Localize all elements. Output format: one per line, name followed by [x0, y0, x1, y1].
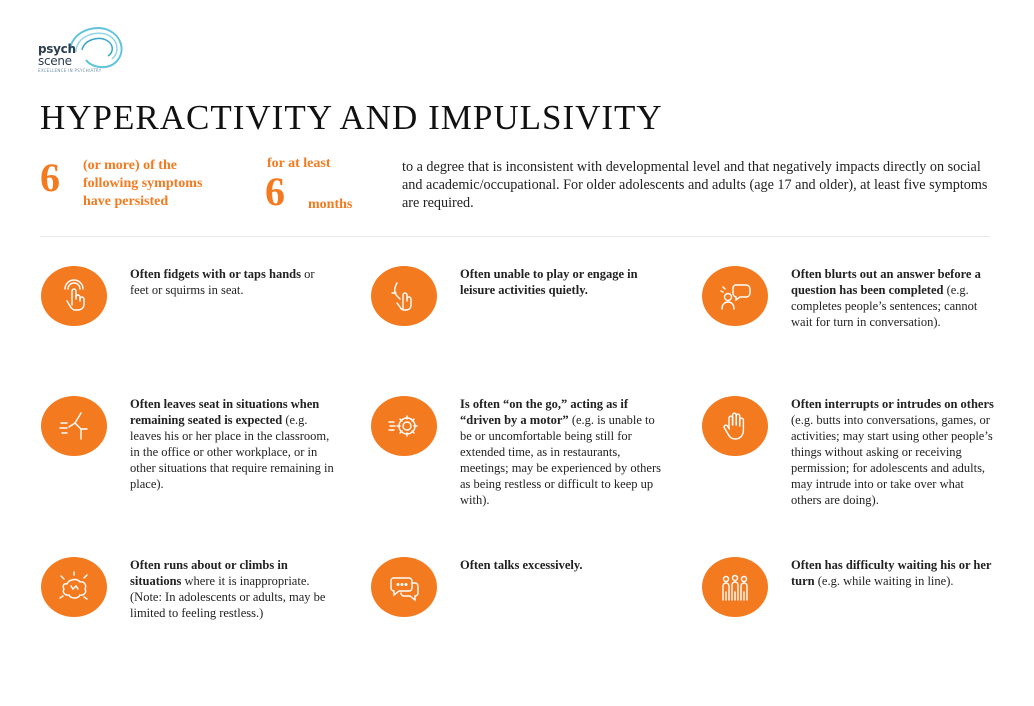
symptom-text [791, 266, 995, 330]
symptom-icon-circle [371, 557, 437, 617]
symptom-bold-text: Often talks excessively. [460, 558, 583, 572]
symptom-text [130, 557, 334, 621]
finger-tap-icon [57, 279, 91, 313]
symptom-bold-text: Often interrupts or intrudes on others [791, 397, 994, 411]
symptom-count-label [83, 157, 202, 211]
logo-text-scene: scene [38, 54, 72, 68]
symptom-bold-text: Often unable to play or engage in leisure activities quietly. [460, 267, 638, 297]
symptom-text [460, 557, 664, 573]
symptom-icon-circle [41, 396, 107, 456]
raised-hand-icon [718, 409, 752, 443]
duration-prefix: for at least [267, 156, 331, 171]
symptom-icon-circle [702, 266, 768, 326]
count-label-line: have persisted [83, 194, 169, 209]
count-label-line: (or more) of the [83, 158, 177, 173]
leaving-seat-icon [57, 409, 91, 443]
symptom-detail-text: (e.g. leaves his or her place in the classroom, in the office or other workplace, or in other situations that require remaining in place). [130, 413, 334, 491]
symptom-text [460, 266, 664, 298]
divider [40, 236, 990, 237]
symptom-detail-text: (e.g. is unable to be or uncomfortable being still for extended time, as in restaurants, meetings; may be experienced by others as being restless or difficult to keep up with). [460, 413, 661, 507]
symptom-text [791, 557, 995, 589]
symptom-text [791, 396, 995, 508]
speech-bubble-person-icon [718, 279, 752, 313]
symptom-icon-circle [371, 266, 437, 326]
symptom-icon-circle [702, 396, 768, 456]
symptom-text [460, 396, 664, 508]
symptom-detail-text: (e.g. while waiting in line). [814, 574, 954, 588]
symptom-count: 6 [40, 155, 60, 200]
burst-icon [57, 570, 91, 604]
symptom-bold-text: Often runs about or climbs in situations [130, 558, 288, 588]
psychscene-logo [38, 22, 138, 74]
symptom-bold-text: Often fidgets with or taps hands [130, 267, 301, 281]
symptom-detail-text: (e.g. completes people’s sentences; cannot wait for turn in conversation). [791, 283, 978, 329]
duration-value: 6 [265, 169, 285, 214]
symptom-text [130, 396, 334, 492]
page-title: HYPERACTIVITY AND IMPULSIVITY [40, 98, 663, 137]
symptom-icon-circle [371, 396, 437, 456]
hush-finger-icon [387, 279, 421, 313]
symptom-icon-circle [702, 557, 768, 617]
symptom-bold-text: Is often “on the go,” acting as if “driven by a motor” [460, 397, 629, 427]
logo-text-psych: psych [38, 42, 76, 56]
intro-description: to a degree that is inconsistent with developmental level and that negatively impacts directly on social and academic/occupational. For older adolescents and adults (age 17 and older), at least five symptoms are required. [402, 159, 988, 211]
symptom-bold-text: Often has difficulty waiting his or her turn [791, 558, 992, 588]
symptom-text [130, 266, 334, 298]
logo-tagline: EXCELLENCE IN PSYCHIATRY [38, 68, 102, 73]
symptom-icon-circle [41, 557, 107, 617]
symptom-icon-circle [41, 266, 107, 326]
symptom-bold-text: Often leaves seat in situations when remaining seated is expected [130, 397, 320, 427]
chat-bubbles-icon [387, 570, 421, 604]
symptom-bold-text: Often blurts out an answer before a question has been completed [791, 267, 981, 297]
symptom-detail-text: or feet or squirms in seat. [130, 267, 315, 297]
duration-unit: months [308, 197, 353, 212]
queue-people-icon [718, 570, 752, 604]
motor-gear-icon [387, 409, 421, 443]
count-label-line: following symptoms [83, 176, 203, 191]
symptom-detail-text: where it is inappropriate. (Note: In adolescents or adults, may be limited to feeling restless.) [130, 574, 326, 620]
symptom-detail-text: (e.g. butts into conversations, games, or activities; may start using other people’s things without asking or receiving permission; for adolescents and adults, may intrude into or take over what others are doing). [791, 413, 993, 507]
